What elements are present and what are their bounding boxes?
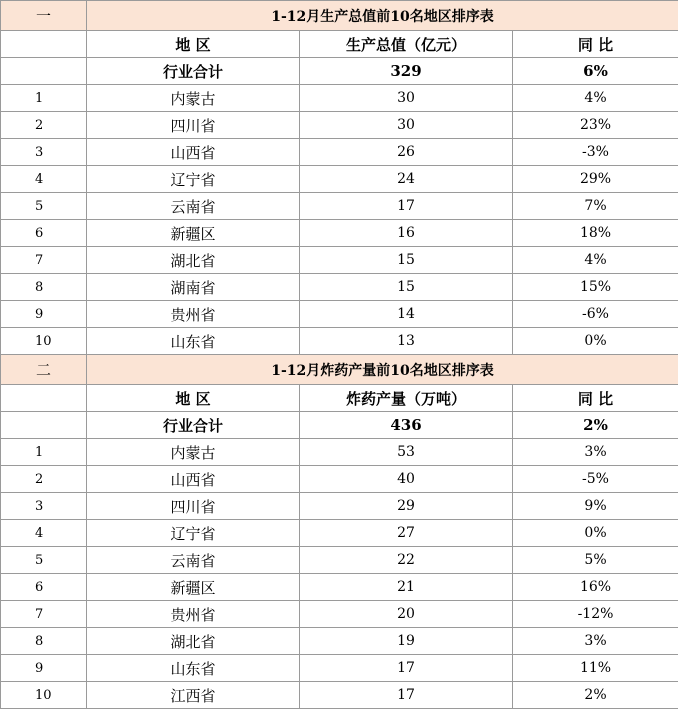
region-cell: 山西省 xyxy=(87,139,300,166)
yoy-cell: -6% xyxy=(513,301,678,328)
value-cell: 17 xyxy=(300,655,513,682)
rank-cell: 3 xyxy=(1,493,87,520)
rank-cell: 10 xyxy=(1,328,87,355)
yoy-cell: 7% xyxy=(513,193,678,220)
rank-cell: 1 xyxy=(1,439,87,466)
value-cell: 15 xyxy=(300,274,513,301)
table-row xyxy=(1,493,678,520)
region-cell: 四川省 xyxy=(87,493,300,520)
yoy-cell: 4% xyxy=(513,247,678,274)
value-cell: 17 xyxy=(300,193,513,220)
table-row xyxy=(1,247,678,274)
value-cell: 13 xyxy=(300,328,513,355)
yoy-cell: -12% xyxy=(513,601,678,628)
value-cell: 30 xyxy=(300,112,513,139)
value-cell: 53 xyxy=(300,439,513,466)
table-row xyxy=(1,139,678,166)
header-region: 地 区 xyxy=(87,385,300,412)
rank-cell: 9 xyxy=(1,301,87,328)
table-row xyxy=(1,301,678,328)
table-row xyxy=(1,439,678,466)
header-yoy: 同 比 xyxy=(513,385,678,412)
total-blank xyxy=(1,58,87,85)
total-row xyxy=(1,58,678,85)
ranking-table-body xyxy=(1,1,678,709)
table-row xyxy=(1,655,678,682)
yoy-cell: 11% xyxy=(513,655,678,682)
rank-cell: 7 xyxy=(1,601,87,628)
region-cell: 山东省 xyxy=(87,328,300,355)
table-row xyxy=(1,112,678,139)
header-row xyxy=(1,31,678,58)
table-row xyxy=(1,520,678,547)
yoy-cell: 29% xyxy=(513,166,678,193)
yoy-cell: 2% xyxy=(513,682,678,709)
region-cell: 江西省 xyxy=(87,682,300,709)
header-value: 炸药产量（万吨） xyxy=(300,385,513,412)
table-row xyxy=(1,328,678,355)
section-title: 1-12月炸药产量前10名地区排序表 xyxy=(87,355,678,385)
yoy-cell: 4% xyxy=(513,85,678,112)
value-cell: 27 xyxy=(300,520,513,547)
header-yoy: 同 比 xyxy=(513,31,678,58)
table-row xyxy=(1,166,678,193)
table-row xyxy=(1,547,678,574)
value-cell: 22 xyxy=(300,547,513,574)
value-cell: 14 xyxy=(300,301,513,328)
rank-cell: 1 xyxy=(1,85,87,112)
total-label: 行业合计 xyxy=(87,412,300,439)
rank-cell: 4 xyxy=(1,166,87,193)
region-cell: 湖北省 xyxy=(87,628,300,655)
rank-cell: 8 xyxy=(1,628,87,655)
region-cell: 新疆区 xyxy=(87,220,300,247)
value-cell: 26 xyxy=(300,139,513,166)
rank-cell: 10 xyxy=(1,682,87,709)
header-row xyxy=(1,385,678,412)
rank-cell: 5 xyxy=(1,547,87,574)
value-cell: 20 xyxy=(300,601,513,628)
table-row xyxy=(1,220,678,247)
rank-cell: 3 xyxy=(1,139,87,166)
value-cell: 15 xyxy=(300,247,513,274)
region-cell: 辽宁省 xyxy=(87,166,300,193)
table-row xyxy=(1,682,678,709)
table-row xyxy=(1,274,678,301)
section-title: 1-12月生产总值前10名地区排序表 xyxy=(87,1,678,31)
total-blank xyxy=(1,412,87,439)
region-cell: 贵州省 xyxy=(87,301,300,328)
region-cell: 云南省 xyxy=(87,193,300,220)
region-cell: 辽宁省 xyxy=(87,520,300,547)
yoy-cell: 9% xyxy=(513,493,678,520)
table-row xyxy=(1,574,678,601)
header-value: 生产总值（亿元） xyxy=(300,31,513,58)
value-cell: 17 xyxy=(300,682,513,709)
section-title-row xyxy=(1,1,678,31)
header-region: 地 区 xyxy=(87,31,300,58)
value-cell: 24 xyxy=(300,166,513,193)
region-cell: 新疆区 xyxy=(87,574,300,601)
value-cell: 29 xyxy=(300,493,513,520)
region-cell: 贵州省 xyxy=(87,601,300,628)
rank-cell: 8 xyxy=(1,274,87,301)
yoy-cell: 16% xyxy=(513,574,678,601)
rank-cell: 2 xyxy=(1,112,87,139)
yoy-cell: -5% xyxy=(513,466,678,493)
rank-cell: 2 xyxy=(1,466,87,493)
table-row xyxy=(1,466,678,493)
total-yoy: 6% xyxy=(513,58,678,85)
region-cell: 四川省 xyxy=(87,112,300,139)
section-index: 二 xyxy=(1,355,87,385)
table-row xyxy=(1,628,678,655)
rank-cell: 9 xyxy=(1,655,87,682)
total-value: 329 xyxy=(300,58,513,85)
yoy-cell: 0% xyxy=(513,328,678,355)
rank-cell: 5 xyxy=(1,193,87,220)
yoy-cell: 15% xyxy=(513,274,678,301)
section-title-row xyxy=(1,355,678,385)
value-cell: 21 xyxy=(300,574,513,601)
yoy-cell: 18% xyxy=(513,220,678,247)
yoy-cell: 5% xyxy=(513,547,678,574)
yoy-cell: 23% xyxy=(513,112,678,139)
yoy-cell: 0% xyxy=(513,520,678,547)
yoy-cell: 3% xyxy=(513,439,678,466)
value-cell: 30 xyxy=(300,85,513,112)
rank-cell: 4 xyxy=(1,520,87,547)
region-cell: 云南省 xyxy=(87,547,300,574)
region-cell: 内蒙古 xyxy=(87,439,300,466)
table-row xyxy=(1,601,678,628)
total-yoy: 2% xyxy=(513,412,678,439)
rank-cell: 7 xyxy=(1,247,87,274)
total-label: 行业合计 xyxy=(87,58,300,85)
header-blank xyxy=(1,385,87,412)
table-row xyxy=(1,193,678,220)
region-cell: 湖北省 xyxy=(87,247,300,274)
value-cell: 40 xyxy=(300,466,513,493)
region-cell: 内蒙古 xyxy=(87,85,300,112)
region-cell: 湖南省 xyxy=(87,274,300,301)
value-cell: 19 xyxy=(300,628,513,655)
section-index: 一 xyxy=(1,1,87,31)
header-blank xyxy=(1,31,87,58)
table-row xyxy=(1,85,678,112)
region-cell: 山西省 xyxy=(87,466,300,493)
value-cell: 16 xyxy=(300,220,513,247)
rank-cell: 6 xyxy=(1,220,87,247)
yoy-cell: -3% xyxy=(513,139,678,166)
rank-cell: 6 xyxy=(1,574,87,601)
region-cell: 山东省 xyxy=(87,655,300,682)
yoy-cell: 3% xyxy=(513,628,678,655)
total-value: 436 xyxy=(300,412,513,439)
total-row xyxy=(1,412,678,439)
